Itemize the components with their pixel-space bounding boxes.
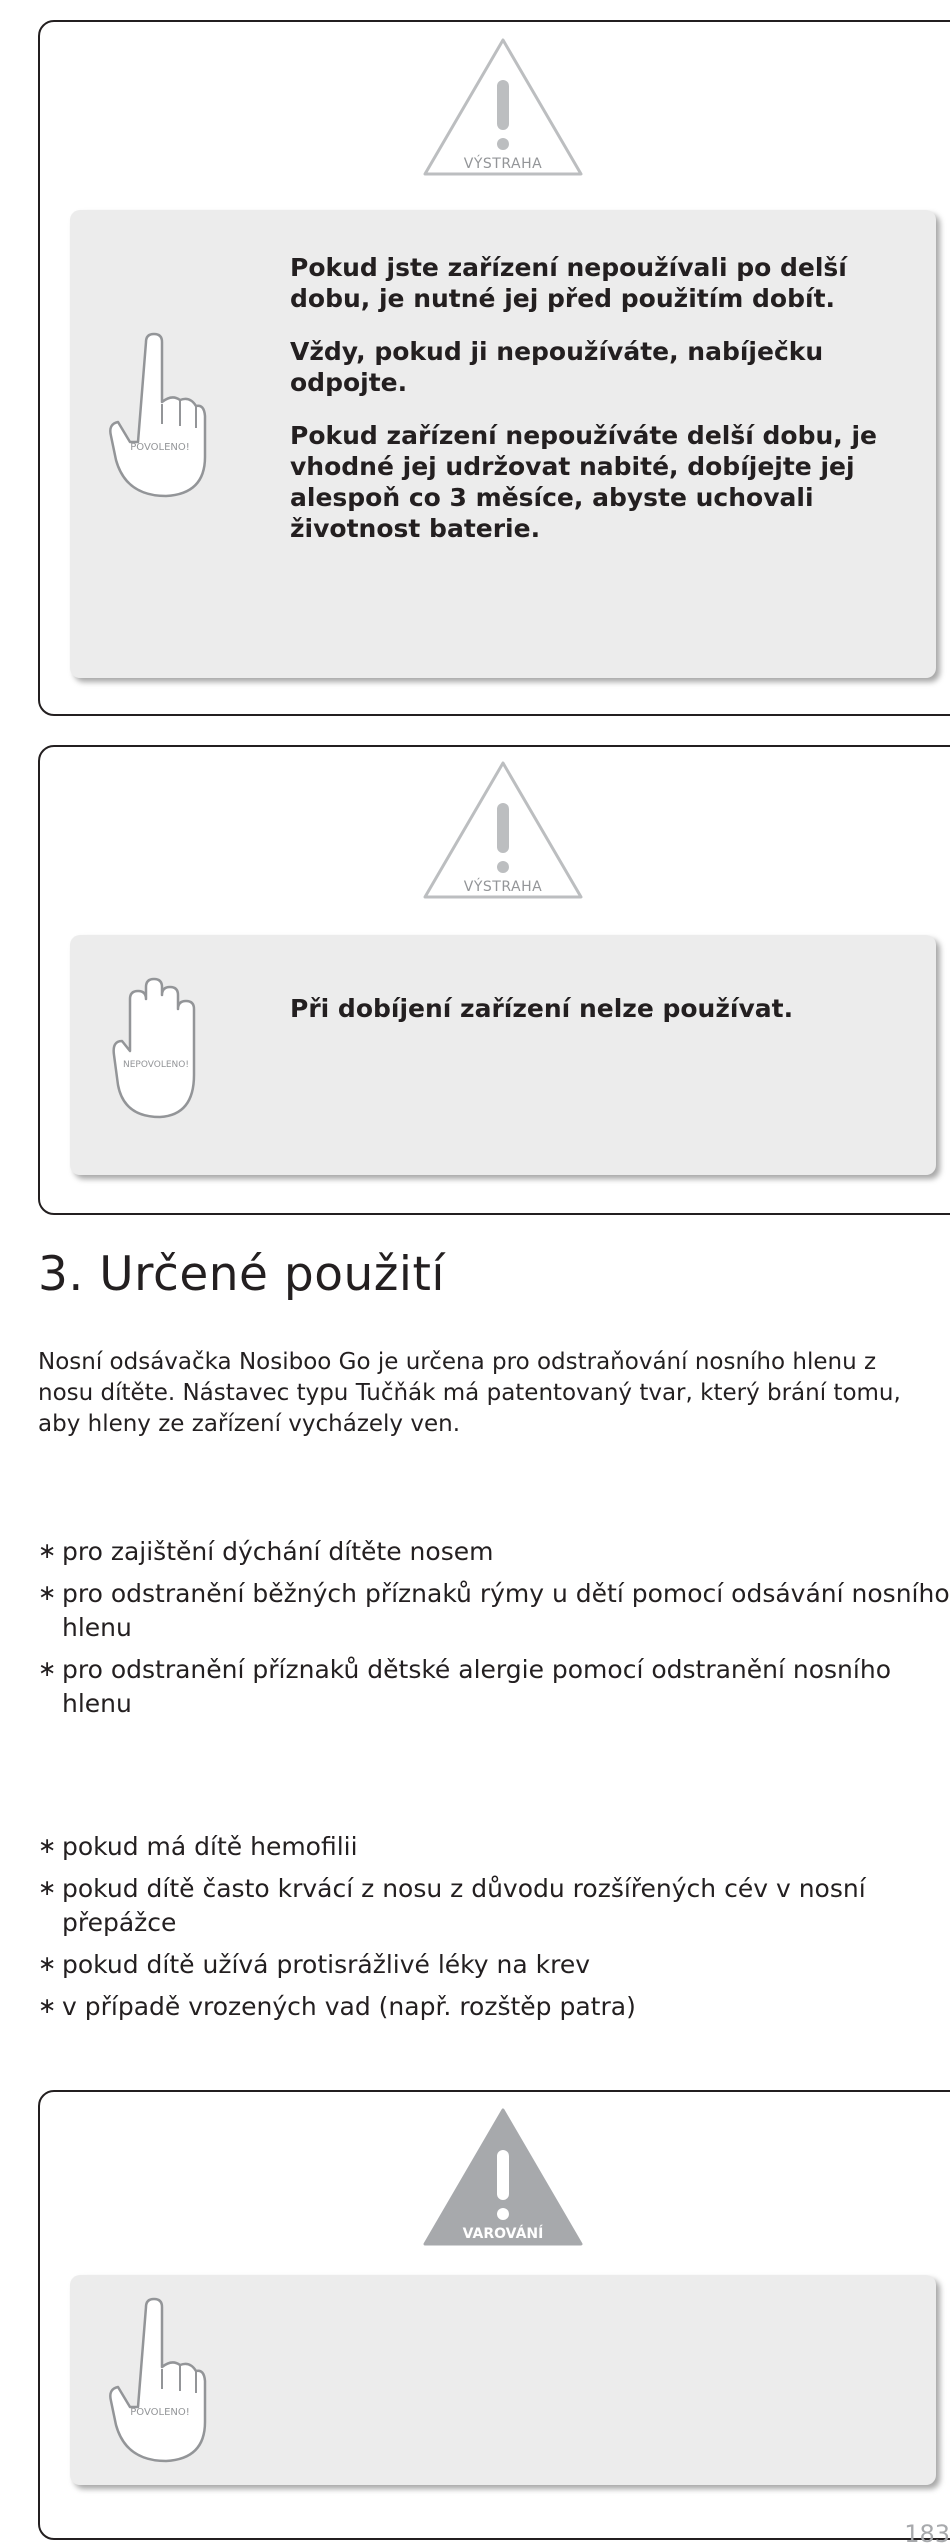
bullet-icon: ∗ xyxy=(38,1539,57,1564)
warning-text xyxy=(290,252,896,566)
warning-paragraph: Pokud jste zařízení nepoužívali po delší dobu, je nutné jej před použitím dobít. xyxy=(290,253,847,313)
warning-triangle-label: VÝSTRAHA xyxy=(463,879,543,895)
warning-text xyxy=(290,993,896,1046)
warning-paragraph: Při dobíjení zařízení nelze používat. xyxy=(290,994,794,1023)
warning-triangle-icon xyxy=(418,755,588,905)
list-item: ∗ pokud dítě často krvácí z nosu z důvodu rozšířených cév v nosní přepážce xyxy=(38,1874,866,1937)
warning-paragraph: Vždy, pokud ji nepoužíváte, nabíječku odpojte. xyxy=(290,337,824,397)
bullet-icon: ∗ xyxy=(38,1876,57,1901)
page-number: 183 xyxy=(904,2520,950,2548)
warning-panel xyxy=(70,935,936,1175)
warning-box-3 xyxy=(38,2090,950,2540)
bullet-icon: ∗ xyxy=(38,1994,57,2019)
warning-panel xyxy=(70,210,936,678)
list-item: ∗ pro odstranění příznaků dětské alergie pomocí odstranění nosního hlenu xyxy=(38,1655,891,1718)
warning-triangle-icon xyxy=(418,32,588,182)
list-item: ∗ pro zajištění dýchání dítěte nosem xyxy=(38,1535,950,1569)
hand-pointing-icon xyxy=(108,332,208,502)
bullet-icon: ∗ xyxy=(38,1581,57,1606)
caution-triangle-label: VAROVÁNÍ xyxy=(462,2226,544,2242)
list-item: ∗ pro odstranění běžných příznaků rýmy u dětí pomocí odsávání nosního hlenu xyxy=(38,1579,950,1642)
warning-box-2 xyxy=(38,745,950,1215)
hand-pointing-icon xyxy=(108,2297,208,2467)
caution-triangle-icon xyxy=(418,2102,588,2252)
section-heading: 3. Určené použití xyxy=(38,1247,445,1302)
hand-label: POVOLENO! xyxy=(130,2407,190,2418)
warning-box-1 xyxy=(38,20,950,716)
section-paragraph: Nosní odsávačka Nosiboo Go je určena pro odstraňování nosního hlenu z nosu dítěte. Nástavec typu Tučňák má patentovaný tvar, který brání tomu, aby hleny ze zařízení vycházely ven. xyxy=(38,1349,901,1437)
warning-panel xyxy=(70,2275,936,2485)
bullet-icon: ∗ xyxy=(38,1834,57,1859)
contraindications-list xyxy=(38,1830,950,2032)
list-item: ∗ pokud má dítě hemofilii xyxy=(38,1830,950,1864)
warning-paragraph: Pokud zařízení nepoužíváte delší dobu, je vhodné jej udržovat nabité, dobíjejte jej alespoň co 3 měsíce, abyste uchovali životnost baterie. xyxy=(290,421,877,543)
bullet-icon: ∗ xyxy=(38,1952,57,1977)
bullet-icon: ∗ xyxy=(38,1657,57,1682)
list-item: ∗ v případě vrozených vad (např. rozštěp patra) xyxy=(38,1990,950,2024)
indications-list xyxy=(38,1535,950,1729)
list-item: ∗ pokud dítě užívá protisrážlivé léky na krev xyxy=(38,1948,950,1982)
hand-label: NEPOVOLENO! xyxy=(123,1060,189,1070)
hand-label: POVOLENO! xyxy=(130,442,190,453)
warning-triangle-label: VÝSTRAHA xyxy=(463,156,543,172)
hand-stop-icon xyxy=(108,975,208,1125)
